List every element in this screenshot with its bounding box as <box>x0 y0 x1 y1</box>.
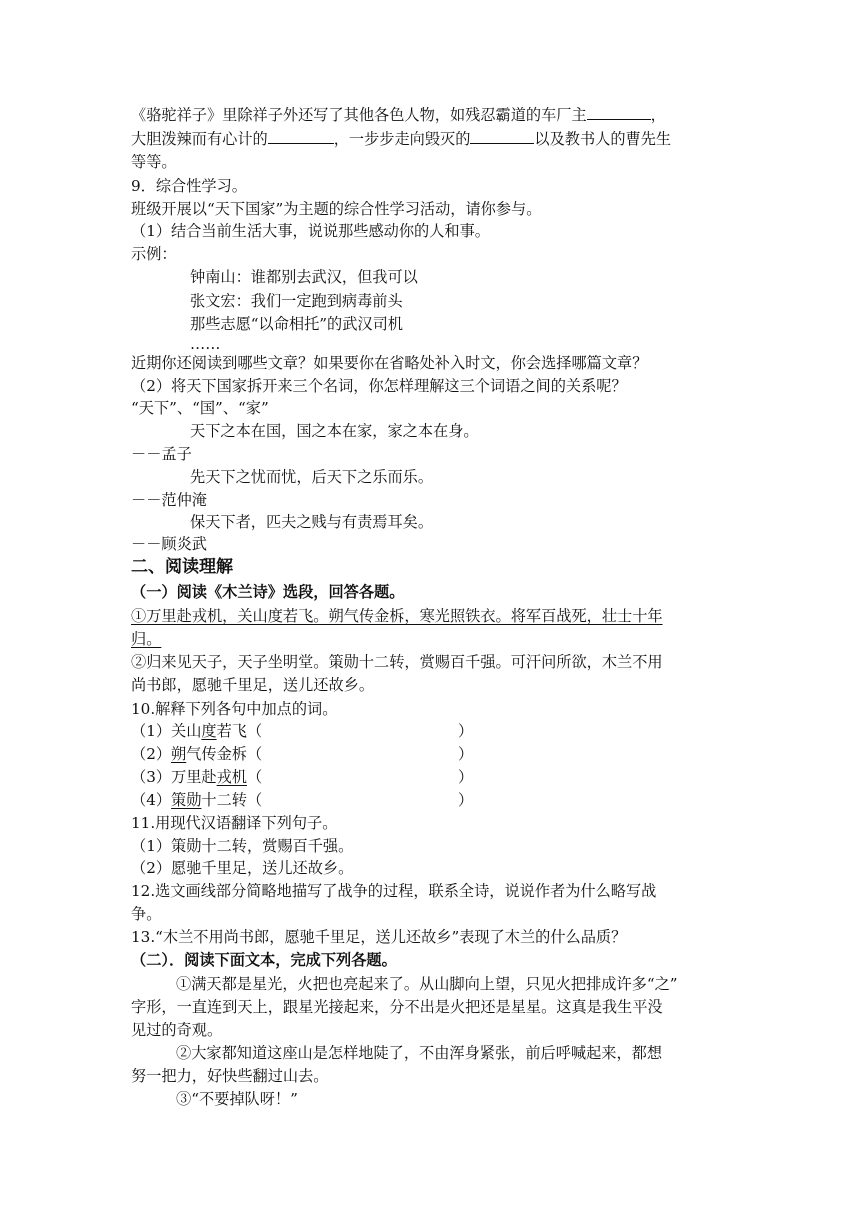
q11-item: （2）愿驰千里足，送儿还故乡。 <box>131 859 354 877</box>
text-span: 《骆驼祥子》里除祥子外还写了其他各色人物，如残忍霸道的车厂主 <box>131 106 587 124</box>
example-item: …… <box>190 335 221 353</box>
q12-line: 争。 <box>131 905 162 923</box>
text-paragraph-line: ③“不要掉队呀！” <box>176 1090 298 1108</box>
quote-author: －－顾炎武 <box>131 535 207 553</box>
passage-line: ②归来见天子，天子坐明堂。策勋十二转，赏赐百千强。可汗问所欲，木兰不用 <box>131 653 663 671</box>
q10-item <box>131 789 262 811</box>
close-paren: ） <box>458 791 474 809</box>
part1-title: （一）阅读《木兰诗》选段，回答各题。 <box>131 583 405 601</box>
text-span: （1）关山 <box>131 722 202 740</box>
q10-item <box>131 766 262 788</box>
dotted-word: 策勋 <box>171 791 202 809</box>
example-label: 示例： <box>131 245 177 263</box>
q10-item <box>131 743 262 765</box>
camel-xiangzi-line-2 <box>131 127 671 150</box>
close-paren: ） <box>458 722 474 740</box>
quote-text: 先天下之忧而忧，后天下之乐而乐。 <box>190 468 433 486</box>
text-span: （2） <box>131 745 172 763</box>
text-paragraph-line: ①满天都是星光，火把也亮起来了。从山脚向上望，只见火把排成许多“之” <box>176 975 678 993</box>
text-paragraph-line: 见过的奇观。 <box>131 1021 223 1039</box>
part2-title: （二）．阅读下面文本，完成下列各题。 <box>131 951 397 969</box>
q9-intro: 班级开展以“天下国家”为主题的综合性学习活动，请你参与。 <box>131 200 542 218</box>
text-paragraph-line: ②大家都知道这座山是怎样地陡了，不由浑身紧张，前后呼喊起来，都想 <box>176 1044 662 1062</box>
q11-title: 11.用现代汉语翻译下列句子。 <box>131 814 338 832</box>
passage-line: 尚书郎，愿驰千里足，送儿还故乡。 <box>131 676 374 694</box>
close-paren: ） <box>458 745 474 763</box>
text-span: （ <box>246 768 263 786</box>
text-span: （4） <box>131 791 172 809</box>
q11-item: （1）策勋十二转，赏赐百千强。 <box>131 837 354 855</box>
example-item: 钟南山：谁都别去武汉，但我可以 <box>190 268 418 286</box>
dotted-word: 度 <box>201 722 217 740</box>
q9-recent-question: 近期你还阅读到哪些文章？如果要你在省略处补入时文，你会选择哪篇文章？ <box>131 354 648 372</box>
text-span: （3）万里赴 <box>131 768 217 786</box>
quote-author: －－孟子 <box>131 445 192 463</box>
example-item: 张文宏：我们一定跑到病毒前头 <box>190 292 403 310</box>
answer-blank[interactable] <box>268 127 334 144</box>
quote-text: 天下之本在国，国之本在家，家之本在身。 <box>190 422 479 440</box>
text-span: ， <box>650 106 666 124</box>
text-paragraph-line: 努一把力，好快些翻过山去。 <box>131 1067 329 1085</box>
answer-blank[interactable] <box>470 127 534 144</box>
q9-part2: （2）将天下国家拆开来三个名词，你怎样理解这三个词语之间的关系呢？ <box>131 377 627 395</box>
q9-title: 9．综合性学习。 <box>131 177 247 195</box>
q10-item <box>131 720 262 742</box>
text-span: 大胆泼辣而有心计的 <box>131 130 268 148</box>
q13: 13.“木兰不用尚书郎，愿驰千里足，送儿还故乡”表现了木兰的什么品质？ <box>131 928 627 946</box>
section-heading: 二、阅读理解 <box>131 557 233 577</box>
q9-part1: （1）结合当前生活大事，说说那些感动你的人和事。 <box>131 222 490 240</box>
text-span: 以及教书人的曹先生 <box>534 130 672 148</box>
close-paren: ） <box>458 768 474 786</box>
q10-title: 10.解释下列各句中加点的词。 <box>131 700 338 718</box>
passage-underlined-line: 归。 <box>131 630 162 648</box>
text-span: 十二转（ <box>201 791 263 809</box>
text-span: 若飞（ <box>216 722 263 740</box>
q12-line: 12.选文画线部分简略地描写了战争的过程，联系全诗，说说作者为什么略写战 <box>131 882 657 900</box>
dotted-word: 朔 <box>171 745 187 763</box>
quote-text: 保天下者，匹夫之贱与有责焉耳矣。 <box>190 513 433 531</box>
example-item: 那些志愿“以命相托”的武汉司机 <box>190 315 403 333</box>
camel-xiangzi-line-3: 等等。 <box>131 153 177 171</box>
passage-underlined-line: ①万里赴戎机，关山度若飞。朔气传金柝，寒光照铁衣。将军百战死，壮士十年 <box>131 607 663 625</box>
camel-xiangzi-line-1 <box>131 103 666 126</box>
answer-blank[interactable] <box>587 103 651 120</box>
text-span: 气传金柝（ <box>186 745 263 763</box>
text-paragraph-line: 字形，一直连到天上，跟星光接起来，分不出是火把还是星星。这真是我生平没 <box>131 998 663 1016</box>
quote-author: －－范仲淹 <box>131 491 207 509</box>
text-span: ，一步步走向毁灭的 <box>333 130 471 148</box>
three-words: “天下”、“国”、“家” <box>131 399 269 417</box>
dotted-word: 戎机 <box>216 768 247 786</box>
